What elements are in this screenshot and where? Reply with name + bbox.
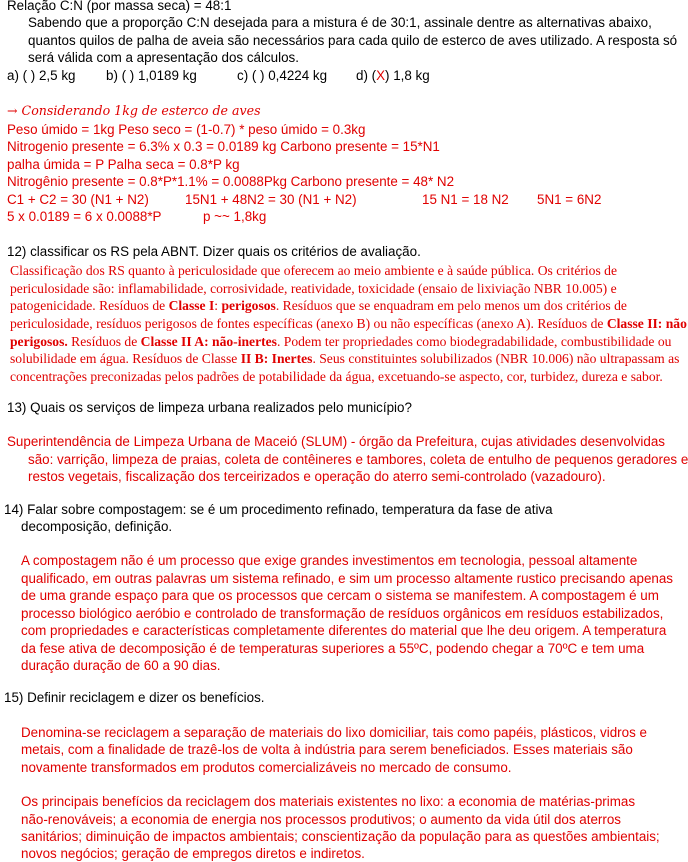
q13-answer-line-3: restos vegetais, fiscalização dos terceirizados e operação do aterro semi-controlado (vazadouro).	[28, 469, 606, 484]
q11-answer-line-3: palha úmida = P Palha seca = 0.8*P kg	[7, 157, 240, 172]
perigosos-label: perigosos	[221, 298, 276, 313]
class-ii-label: Classe II: não	[606, 316, 687, 331]
q13-answer-line-1: Superintendência de Limpeza Urbana de Maceió (SLUM) - órgão da Prefeitura, cujas atividades desenvolvidas	[7, 434, 665, 449]
q11-answer-line-2: Nitrogenio presente = 6.3% x 0.3 = 0.0189 kg Carbono presente = 15*N1	[7, 139, 440, 154]
q11-equation-3: 15 N1 = 18 N2	[422, 192, 509, 207]
q11-option-d	[356, 67, 430, 84]
q13-answer-line-2: são: varrição, limpeza de praias, coleta de contêineres e tambores, coleta de entulho de pequenos geradores e	[28, 452, 688, 467]
q11-header: Relação C:N (por massa seca) = 48:1	[7, 0, 232, 13]
q15-answer-line-1: Denomina-se reciclagem a separação de materiais do lixo domiciliar, tais como papéis, plásticos, vidros e	[21, 725, 647, 740]
q11-result: p ~~ 1,8kg	[203, 209, 267, 224]
option-d-suffix: ) 1,8 kg	[385, 68, 430, 83]
text-segment: :	[214, 298, 222, 313]
class-iib-label: II B: Inertes	[240, 351, 313, 366]
q14-answer-line-7: duração duração de 60 a 90 dias.	[21, 658, 221, 673]
text-segment: . Seus constituintes solubilizados (NBR 10.006) não ultrapassam as	[312, 351, 680, 366]
q12-answer-line-7: concentrações preconizadas pelos padrões de potabilidade da água, excetuando-se aspecto, cor, turbidez, dureza e sabor.	[10, 369, 663, 384]
q14-answer-line-3: de uma grande espaço para que os processos que cercam o sistema se manifestem. A compostagem é um	[21, 588, 659, 603]
q14-answer-line-1: A compostagem não é um processo que exige grandes investimentos em tecnologia, pessoal altamente	[21, 553, 638, 568]
q11-answer-line-4: Nitrogênio presente = 0.8*P*1.1% = 0.0088Pkg Carbono presente = 48* N2	[7, 174, 455, 189]
q11-option-a: a) ( ) 2,5 kg	[7, 68, 76, 83]
q12-question: 12) classificar os RS pela ABNT. Dizer quais os critérios de avaliação.	[7, 244, 421, 259]
text-segment: Resíduos de	[67, 334, 141, 349]
q11-equation-1: C1 + C2 = 30 (N1 + N2)	[7, 192, 149, 207]
text-segment: solubilidade em água. Resíduos de Classe	[10, 351, 241, 366]
q15-benefits-line-1: Os principais benefícios da reciclagem dos materiais existentes no lixo: a economia de matérias-primas	[21, 794, 636, 809]
q15-benefits-line-4: novos negócios; geração de empregos diretos e indiretos.	[21, 846, 365, 861]
q13-question: 13) Quais os serviços de limpeza urbana realizados pelo município?	[7, 400, 412, 415]
q12-answer-line-6	[10, 350, 679, 367]
text-segment: periculosidade, resíduos perigosos de fontes específicas (anexo B) ou não específicas (anexo A). Resíduos de	[10, 316, 607, 331]
q11-text-line-1: Sabendo que a proporção C:N desejada para a mistura é de 30:1, assinale dentre as alternativas abaixo,	[28, 15, 652, 30]
q11-equation-5: 5 x 0.0189 = 6 x 0.0088*P	[7, 209, 162, 224]
text-segment: . Resíduos que se enquadram em pelo menos um dos critérios de	[275, 298, 627, 313]
q11-option-b: b) ( ) 1,0189 kg	[106, 68, 197, 83]
nao-perigosos-label: perigosos.	[10, 334, 68, 349]
q14-question-line-2: decomposição, definição.	[21, 519, 173, 534]
q14-answer-line-6: da fese ativa de decomposição é de temperaturas superiores a 55ºC, podendo chegar a 70ºC e tem uma	[21, 641, 645, 656]
q11-option-c: c) ( ) 0,4224 kg	[237, 68, 328, 83]
text-segment: . Podem ter propriedades como biodegradabilidade, combustibilidade ou	[276, 334, 672, 349]
q12-answer-line-4	[10, 315, 687, 332]
q14-answer-line-4: processo biológico aeróbio e controlado de transformação de resíduos orgânicos em resíduos estabilizados,	[21, 606, 664, 621]
q14-answer-line-2: qualificado, em outras palavras um sistema refinado, e sim um processo altamente rustico precisando apenas	[21, 571, 674, 586]
q11-text-line-3: será válida com a apresentação dos cálculos.	[28, 50, 299, 65]
q12-answer-line-2: periculosidade são: inflamabilidade, corrosividade, reatividade, toxicidade (ensaio de lixiviação NBR 10.005) e	[10, 281, 617, 296]
q12-answer-line-3	[10, 297, 627, 314]
class-iia-label: Classe II A: não-inertes	[140, 334, 277, 349]
q11-equation-4: 5N1 = 6N2	[537, 192, 602, 207]
q15-benefits-line-2: não-renováveis; a economia de energia nos processos produtivos; o aumento da vida útil dos aterros	[21, 812, 621, 827]
q14-question-line-1: 14) Falar sobre compostagem: se é um procedimento refinado, temperatura da fase de ativa	[4, 502, 553, 517]
q15-answer-line-2: metais, com a finalidade de trazê-los de volta à indústria para serem beneficiados. Esses materiais são	[21, 742, 633, 757]
q11-equation-2: 15N1 + 48N2 = 30 (N1 + N2)	[185, 192, 357, 207]
class-i-label: Classe I	[168, 298, 215, 313]
q11-text-line-2: quantos quilos de palha de aveia são necessários para cada quilo de esterco de aves utilizado. A resposta só	[28, 33, 678, 48]
q15-benefits-line-3: sanitários; diminuição de impactos ambientais; conscientização da população para as questões ambientais;	[21, 829, 660, 844]
q12-answer-line-1: Classificação dos RS quanto à periculosidade que oferecem ao meio ambiente e à saúde pública. Os critérios de	[10, 263, 617, 278]
q15-answer-line-3: novamente transformados em produtos comercializáveis no mercado de consumo.	[21, 760, 512, 775]
q14-answer-line-5: com propriedades e características completamente diferentes do material que lhe deu origem. A temperatura	[21, 623, 667, 638]
text-segment: patogenicidade. Resíduos de	[10, 298, 169, 313]
option-d-mark: X	[376, 68, 386, 83]
option-d-prefix: d) (	[356, 68, 377, 83]
q11-answer-heading: → Considerando 1kg de esterco de aves	[7, 103, 261, 118]
q12-answer-line-5	[10, 333, 671, 350]
q11-answer-line-1: Peso úmido = 1kg Peso seco = (1-0.7) * peso úmido = 0.3kg	[7, 122, 366, 137]
q15-question: 15) Definir reciclagem e dizer os benefícios.	[4, 690, 265, 705]
